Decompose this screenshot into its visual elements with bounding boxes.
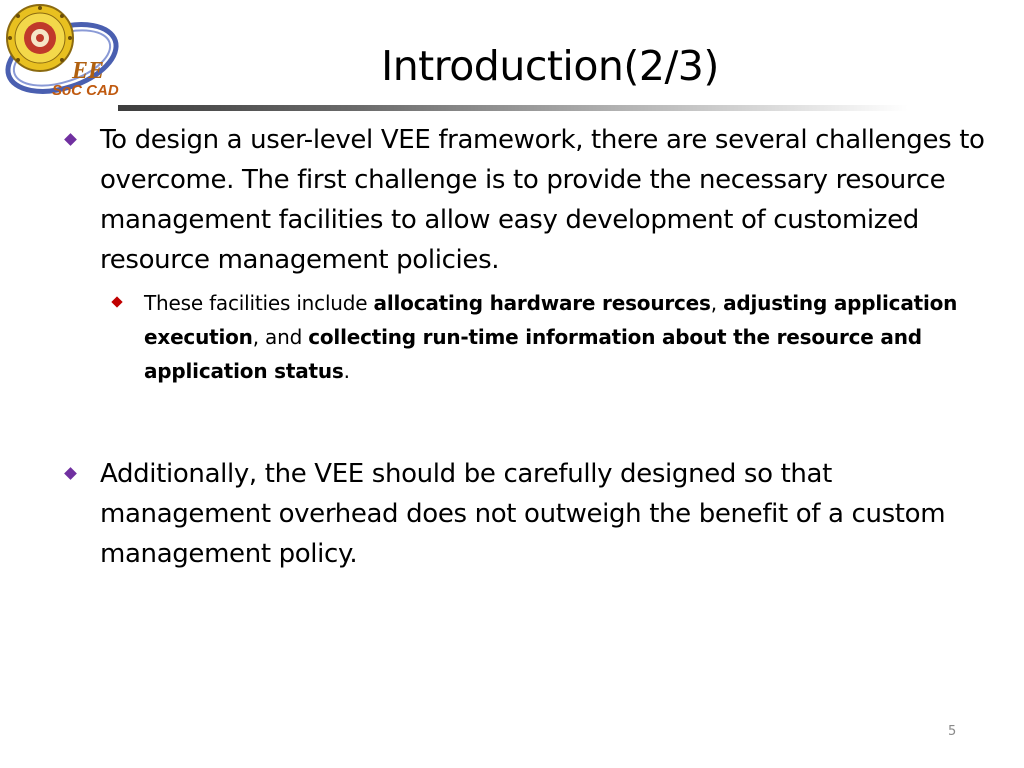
- bullet-text-2: Additionally, the VEE should be carefully designed so that management overhead does not outweigh the benefit of a custom management policy.: [100, 459, 946, 569]
- sub-bullet-bold-1: allocating hardware resources: [373, 291, 711, 315]
- diamond-sub-bullet-icon: [111, 296, 122, 307]
- diamond-bullet-icon: [64, 133, 77, 146]
- sub-bullet-bold-2: adjusting application execution: [144, 291, 958, 349]
- sub-bullet-text-part1: These facilities include: [144, 291, 374, 315]
- logo-soc-text: SoC CAD: [52, 82, 119, 99]
- sub-bullet-item-1: [108, 286, 992, 388]
- sub-bullet-text-part3: , and: [252, 325, 309, 349]
- logo-ee-text: EE: [72, 58, 105, 84]
- diamond-bullet-icon: [64, 467, 77, 480]
- bullet-item-1: [62, 120, 992, 280]
- sub-bullet-text-part2: ,: [710, 291, 724, 315]
- page-number: 5: [948, 724, 957, 739]
- slide-body: [62, 120, 992, 574]
- slide-title: Introduction(2/3): [381, 42, 719, 90]
- bullet-item-2: [62, 454, 992, 574]
- title-divider: [118, 105, 908, 111]
- bullet-text-1: To design a user-level VEE framework, there are several challenges to overcome. The first challenge is to provide the necessary resource management facilities to allow easy development of customized resource management policies.: [100, 125, 985, 275]
- soc-cad-logo: [2, 2, 124, 106]
- sub-bullet-text-part4: .: [343, 359, 350, 383]
- sub-bullet-bold-3: collecting run-time information about the resource and application status: [144, 325, 922, 383]
